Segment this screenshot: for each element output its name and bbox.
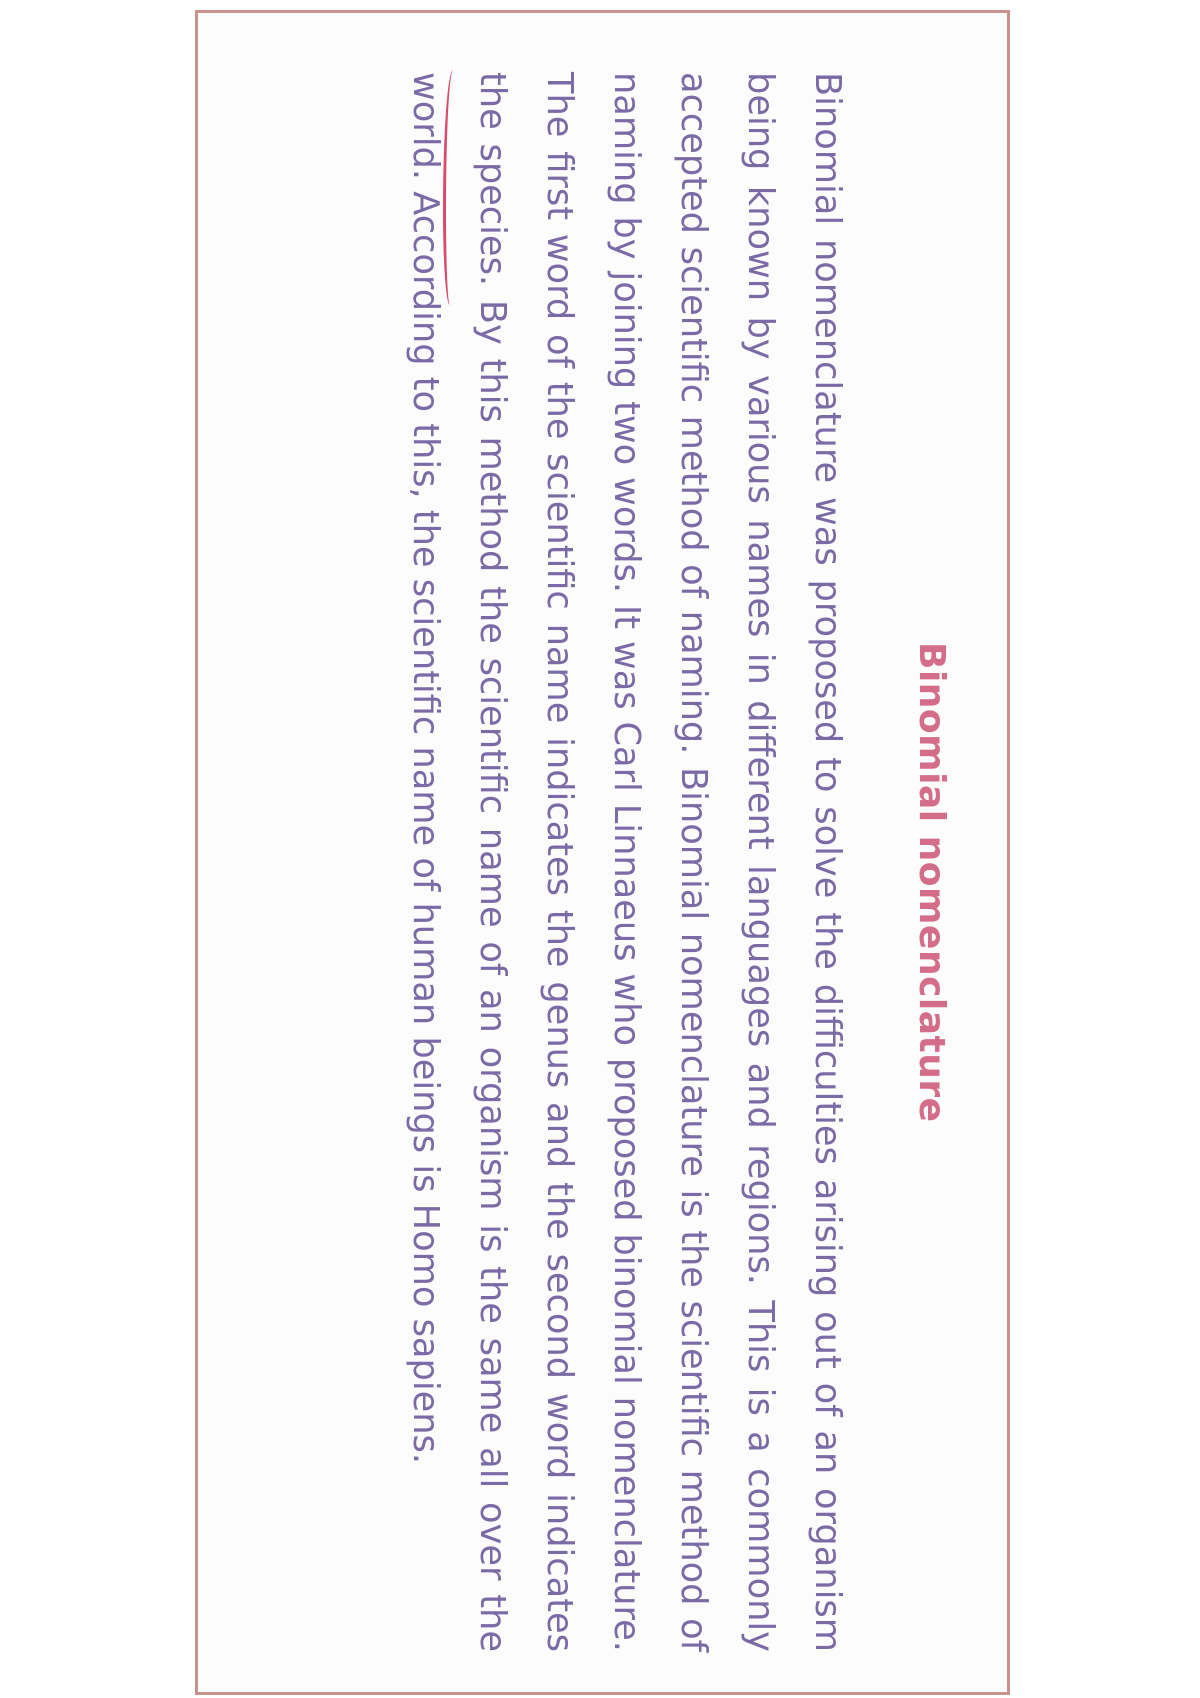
handwritten-underline: [443, 70, 460, 305]
document-content: [205, 12, 1005, 1682]
rotated-document-content: [205, 12, 1005, 1682]
document-paragraph: Binomial nomenclature was proposed to solve the difficulties arising out of an organism being known by various names in different languages and regions. This is a commonly accepted scientific method of naming. Binomial nomenclature is the scientific method of naming by joining two words. It was Carl Linnaeus who proposed binomial nomenclature. The first word of the scientific name indicates the genus and the second word indicates the species. By this method the scientific name of an organism is the same all over the world. According to this, the scientific name of human beings is Homo sapiens.: [405, 72, 848, 1652]
document-title: Binomial nomenclature: [911, 642, 952, 1123]
